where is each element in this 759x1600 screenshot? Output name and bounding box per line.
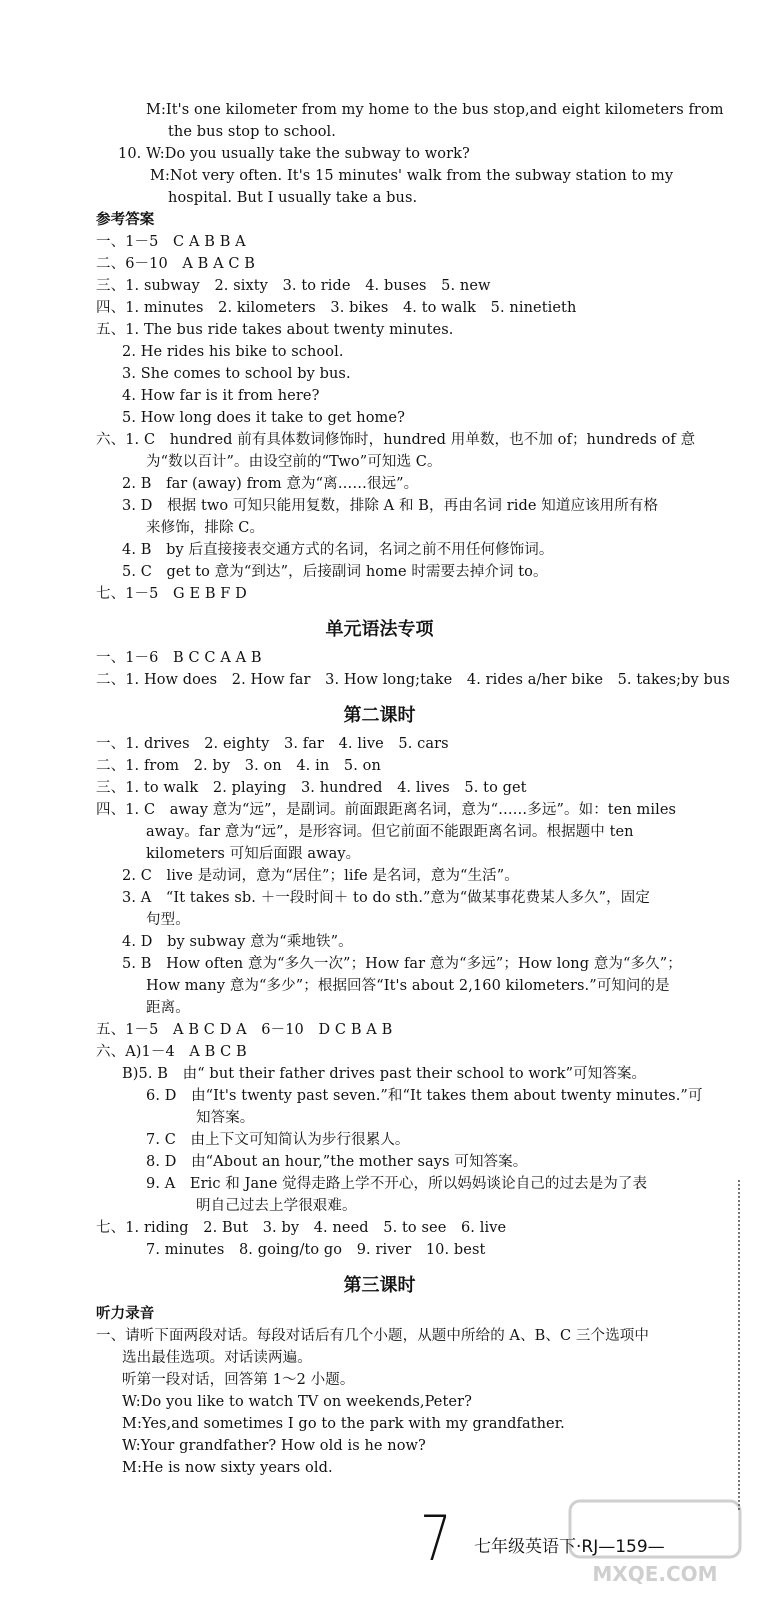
answer-line: 七、1－5 G E B F D [96,586,247,602]
dialogue-line: M:It's one kilometer from my home to the bus stop,and eight kilometers from [146,102,724,118]
answer-line: 4. How far is it from here? [122,388,320,404]
answer-line: 六、1. C hundred 前有具体数词修饰时，hundred 用单数，也不加 of；hundreds of 意 [96,432,696,448]
answer-line: away。far 意为“远”，是形容词。但它前面不能跟距离名词。根据题中 ten [146,824,634,840]
answer-line: 四、1. minutes 2. kilometers 3. bikes 4. to walk 5. ninetieth [96,300,577,316]
answer-line: 5. C get to 意为“到达”，后接副词 home 时需要去掉介词 to。 [122,564,548,580]
section-title-lesson-2: 第二课时 [343,705,416,726]
answer-line: kilometers 可知后面跟 away。 [146,846,361,862]
dialogue-line: 10. W:Do you usually take the subway to work? [118,146,470,162]
section-heading-answers: 参考答案 [96,212,155,228]
answer-line: 2. C live 是动词，意为“居住”；life 是名词，意为“生活”。 [122,868,519,884]
page-footer: 七年级英语下·RJ—159— [474,1537,665,1557]
answer-line: 四、1. C away 意为“远”，是副词。前面跟距离名词，意为“……多远”。如：ten miles [96,802,677,818]
section-title-grammar: 单元语法专项 [325,619,434,640]
answer-line: 二、1. from 2. by 3. on 4. in 5. on [96,758,381,774]
instruction-line: 选出最佳选项。对话读两遍。 [122,1350,312,1366]
answer-line: 七、1. riding 2. But 3. by 4. need 5. to see 6. live [96,1220,507,1236]
answer-line: 8. D 由“About an hour,”the mother says 可知答案。 [146,1154,528,1170]
answer-line: 明自己过去上学很艰难。 [196,1198,357,1214]
handwritten-page-mark: 7 [419,1502,452,1575]
answer-line: 4. B by 后直接接表交通方式的名词，名词之前不用任何修饰词。 [122,542,554,558]
answer-line: 7. minutes 8. going/to go 9. river 10. best [146,1242,486,1258]
answer-line: 一、1－5 C A B B A [96,234,246,250]
answer-line: 为“数以百计”。由设空前的“Two”可知选 C。 [146,454,442,470]
answer-line: 7. C 由上下文可知简认为步行很累人。 [146,1132,410,1148]
answer-line: 三、1. to walk 2. playing 3. hundred 4. lives 5. to get [96,780,527,796]
dialogue-line: hospital. But I usually take a bus. [168,190,418,206]
answer-line: 3. D 根据 two 可知只能用复数，排除 A 和 B，再由名词 ride 知道应该用所有格 [122,498,659,514]
answer-line: 3. She comes to school by bus. [122,366,351,382]
dialogue-line: M:He is now sixty years old. [122,1460,333,1476]
answer-line: 来修饰，排除 C。 [146,520,265,536]
answer-line: 三、1. subway 2. sixty 3. to ride 4. buses 5. new [96,278,491,294]
watermark-text: MXQE.COM [592,1562,718,1586]
instruction-line: 一、请听下面两段对话。每段对话后有几个小题，从题中所给的 A、B、C 三个选项中 [96,1328,649,1344]
answer-line: 一、1. drives 2. eighty 3. far 4. live 5. cars [96,736,449,752]
answer-line: 五、1－5 A B C D A 6－10 D C B A B [96,1022,393,1038]
watermark-logo [560,1495,750,1590]
answer-line: 距离。 [146,1000,190,1016]
answer-line: 5. How long does it take to get home? [122,410,405,426]
dialogue-line: W:Your grandfather? How old is he now? [122,1438,426,1454]
answer-line: 9. A Eric 和 Jane 觉得走路上学不开心，所以妈妈谈论自己的过去是为了表 [146,1176,648,1192]
answer-line: 六、A)1－4 A B C B [96,1044,247,1060]
answer-line: How many 意为“多少”；根据回答“It's about 2,160 kilometers.”可知问的是 [146,978,670,994]
dialogue-line: M:Not very often. It's 15 minutes' walk from the subway station to my [150,168,674,184]
answer-line: B)5. B 由“ but their father drives past their school to work”可知答案。 [122,1066,647,1082]
dialogue-line: M:Yes,and sometimes I go to the park with my grandfather. [122,1416,565,1432]
answer-line: 二、1. How does 2. How far 3. How long;take 4. rides a/her bike 5. takes;by bus [96,672,730,688]
section-title-lesson-3: 第三课时 [343,1275,416,1296]
dialogue-line: W:Do you like to watch TV on weekends,Peter? [122,1394,472,1410]
answer-line: 3. A “It takes sb. ＋一段时间＋ to do sth.”意为“做某事花费某人多久”，固定 [122,890,650,906]
instruction-line: 听第一段对话，回答第 1～2 小题。 [122,1372,355,1388]
answer-line: 6. D 由“It's twenty past seven.”和“It takes them about twenty minutes.”可 [146,1088,703,1104]
watermark-frame [570,1501,740,1557]
answer-line: 2. B far (away) from 意为“离……很远”。 [122,476,419,492]
answer-line: 4. D by subway 意为“乘地铁”。 [122,934,353,950]
answer-line: 五、1. The bus ride takes about twenty minutes. [96,322,454,338]
margin-dotted-line [738,1180,740,1510]
section-heading-listening: 听力录音 [96,1306,155,1322]
answer-line: 二、6－10 A B A C B [96,256,256,272]
dialogue-line: the bus stop to school. [168,124,336,140]
answer-line: 2. He rides his bike to school. [122,344,344,360]
answer-line: 5. B How often 意为“多久一次”；How far 意为“多远”；How long 意为“多久”； [122,956,682,972]
answer-line: 一、1－6 B C C A A B [96,650,262,666]
answer-line: 知答案。 [196,1110,255,1126]
answer-line: 句型。 [146,912,190,928]
